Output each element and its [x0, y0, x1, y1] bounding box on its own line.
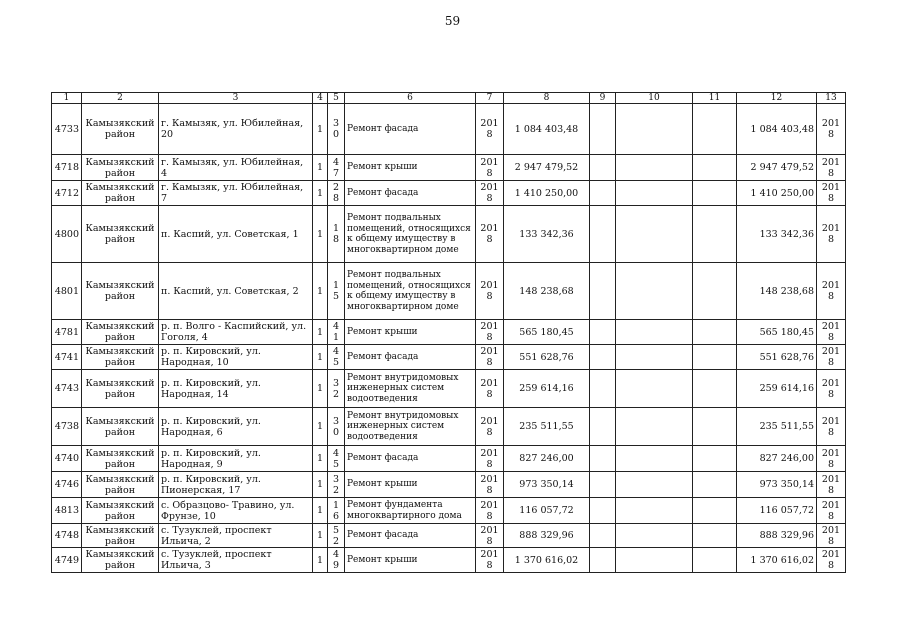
- end-year-cell: 2018: [817, 320, 846, 345]
- address-cell: р. п. Кировский, ул. Пионерская, 17: [159, 472, 313, 498]
- total-cell: 973 350,14: [737, 472, 817, 498]
- year-cell: 2018: [476, 408, 504, 446]
- district-cell: Камызякский район: [82, 472, 159, 498]
- address-cell: г. Камызяк, ул. Юбилейная, 7: [159, 181, 313, 206]
- district-cell: Камызякский район: [82, 320, 159, 345]
- col11-cell: [693, 472, 737, 498]
- column-header-13: 13: [817, 93, 846, 104]
- year-cell: 2018: [476, 472, 504, 498]
- col9-cell: [590, 472, 616, 498]
- total-cell: 827 246,00: [737, 446, 817, 472]
- work-type-cell: Ремонт фасада: [345, 446, 476, 472]
- record-id-cell: 4740: [52, 446, 82, 472]
- column-header-1: 1: [52, 93, 82, 104]
- column-header-11: 11: [693, 93, 737, 104]
- table-row: [52, 446, 846, 472]
- table-row: [52, 263, 846, 320]
- col4-cell: 1: [313, 104, 328, 155]
- table-row: [52, 345, 846, 370]
- column-header-5: 5: [328, 93, 345, 104]
- total-cell: 1 370 616,02: [737, 548, 817, 573]
- address-cell: р. п. Кировский, ул. Народная, 10: [159, 345, 313, 370]
- col10-cell: [616, 548, 693, 573]
- work-type-cell: Ремонт подвальных помещений, относящихся к общему имуществу в многоквартирном доме: [345, 206, 476, 263]
- col5-cell: 49: [328, 548, 345, 573]
- record-id-cell: 4781: [52, 320, 82, 345]
- col5-cell: 18: [328, 206, 345, 263]
- record-id-cell: 4712: [52, 181, 82, 206]
- district-cell: Камызякский район: [82, 104, 159, 155]
- column-header-7: 7: [476, 93, 504, 104]
- work-type-cell: Ремонт фасада: [345, 524, 476, 548]
- col5-cell: 45: [328, 345, 345, 370]
- district-cell: Камызякский район: [82, 446, 159, 472]
- end-year-cell: 2018: [817, 206, 846, 263]
- col4-cell: 1: [313, 446, 328, 472]
- year-cell: 2018: [476, 181, 504, 206]
- col9-cell: [590, 263, 616, 320]
- col5-cell: 45: [328, 446, 345, 472]
- end-year-cell: 2018: [817, 446, 846, 472]
- end-year-cell: 2018: [817, 524, 846, 548]
- end-year-cell: 2018: [817, 548, 846, 573]
- work-type-cell: Ремонт крыши: [345, 320, 476, 345]
- col4-cell: 1: [313, 524, 328, 548]
- table-row: [52, 408, 846, 446]
- address-cell: с. Тузуклей, проспект Ильича, 2: [159, 524, 313, 548]
- work-type-cell: Ремонт внутридомовых инженерных систем водоотведения: [345, 370, 476, 408]
- record-id-cell: 4733: [52, 104, 82, 155]
- address-cell: р. п. Кировский, ул. Народная, 14: [159, 370, 313, 408]
- total-cell: 148 238,68: [737, 263, 817, 320]
- col9-cell: [590, 408, 616, 446]
- record-id-cell: 4718: [52, 155, 82, 181]
- col4-cell: 1: [313, 370, 328, 408]
- col11-cell: [693, 181, 737, 206]
- column-header-2: 2: [82, 93, 159, 104]
- work-type-cell: Ремонт внутридомовых инженерных систем водоотведения: [345, 408, 476, 446]
- col11-cell: [693, 370, 737, 408]
- total-cell: 1 084 403,48: [737, 104, 817, 155]
- col5-cell: 47: [328, 155, 345, 181]
- col4-cell: 1: [313, 345, 328, 370]
- col9-cell: [590, 498, 616, 524]
- col4-cell: 1: [313, 181, 328, 206]
- col10-cell: [616, 498, 693, 524]
- amount-cell: 551 628,76: [504, 345, 590, 370]
- col11-cell: [693, 408, 737, 446]
- work-type-cell: Ремонт фундамента многоквартирного дома: [345, 498, 476, 524]
- year-cell: 2018: [476, 263, 504, 320]
- district-cell: Камызякский район: [82, 345, 159, 370]
- table-row: [52, 155, 846, 181]
- col9-cell: [590, 446, 616, 472]
- year-cell: 2018: [476, 524, 504, 548]
- table-row: [52, 472, 846, 498]
- column-header-10: 10: [616, 93, 693, 104]
- year-cell: 2018: [476, 320, 504, 345]
- table-row: [52, 498, 846, 524]
- col10-cell: [616, 370, 693, 408]
- total-cell: 2 947 479,52: [737, 155, 817, 181]
- year-cell: 2018: [476, 345, 504, 370]
- work-type-cell: Ремонт крыши: [345, 472, 476, 498]
- column-header-9: 9: [590, 93, 616, 104]
- end-year-cell: 2018: [817, 408, 846, 446]
- record-id-cell: 4749: [52, 548, 82, 573]
- column-header-8: 8: [504, 93, 590, 104]
- amount-cell: 259 614,16: [504, 370, 590, 408]
- end-year-cell: 2018: [817, 345, 846, 370]
- record-id-cell: 4748: [52, 524, 82, 548]
- district-cell: Камызякский район: [82, 263, 159, 320]
- col10-cell: [616, 408, 693, 446]
- repair-schedule-table: [51, 92, 846, 573]
- col5-cell: 41: [328, 320, 345, 345]
- col10-cell: [616, 524, 693, 548]
- work-type-cell: Ремонт подвальных помещений, относящихся к общему имуществу в многоквартирном доме: [345, 263, 476, 320]
- address-cell: г. Камызяк, ул. Юбилейная, 4: [159, 155, 313, 181]
- year-cell: 2018: [476, 155, 504, 181]
- col9-cell: [590, 548, 616, 573]
- amount-cell: 235 511,55: [504, 408, 590, 446]
- column-number-header-row: [52, 93, 846, 104]
- col9-cell: [590, 181, 616, 206]
- record-id-cell: 4801: [52, 263, 82, 320]
- record-id-cell: 4746: [52, 472, 82, 498]
- district-cell: Камызякский район: [82, 370, 159, 408]
- end-year-cell: 2018: [817, 263, 846, 320]
- col4-cell: 1: [313, 498, 328, 524]
- column-header-3: 3: [159, 93, 313, 104]
- col5-cell: 32: [328, 472, 345, 498]
- district-cell: Камызякский район: [82, 408, 159, 446]
- address-cell: р. п. Волго - Каспийский, ул. Гоголя, 4: [159, 320, 313, 345]
- end-year-cell: 2018: [817, 498, 846, 524]
- col5-cell: 16: [328, 498, 345, 524]
- amount-cell: 116 057,72: [504, 498, 590, 524]
- col10-cell: [616, 263, 693, 320]
- col9-cell: [590, 104, 616, 155]
- amount-cell: 1 410 250,00: [504, 181, 590, 206]
- col5-cell: 32: [328, 370, 345, 408]
- work-type-cell: Ремонт фасада: [345, 181, 476, 206]
- year-cell: 2018: [476, 498, 504, 524]
- work-type-cell: Ремонт крыши: [345, 548, 476, 573]
- total-cell: 565 180,45: [737, 320, 817, 345]
- end-year-cell: 2018: [817, 472, 846, 498]
- col10-cell: [616, 181, 693, 206]
- col11-cell: [693, 446, 737, 472]
- col11-cell: [693, 104, 737, 155]
- table-row: [52, 104, 846, 155]
- table-row: [52, 524, 846, 548]
- table-row: [52, 181, 846, 206]
- district-cell: Камызякский район: [82, 206, 159, 263]
- address-cell: п. Каспий, ул. Советская, 2: [159, 263, 313, 320]
- col10-cell: [616, 155, 693, 181]
- table-row: [52, 320, 846, 345]
- work-type-cell: Ремонт фасада: [345, 345, 476, 370]
- address-cell: с. Образцово- Травино, ул. Фрунзе, 10: [159, 498, 313, 524]
- page-number: 59: [444, 14, 461, 28]
- col5-cell: 30: [328, 408, 345, 446]
- col5-cell: 30: [328, 104, 345, 155]
- district-cell: Камызякский район: [82, 155, 159, 181]
- work-type-cell: Ремонт крыши: [345, 155, 476, 181]
- record-id-cell: 4741: [52, 345, 82, 370]
- col4-cell: 1: [313, 320, 328, 345]
- col10-cell: [616, 345, 693, 370]
- record-id-cell: 4800: [52, 206, 82, 263]
- table-row: [52, 206, 846, 263]
- col4-cell: 1: [313, 155, 328, 181]
- district-cell: Камызякский район: [82, 498, 159, 524]
- record-id-cell: 4743: [52, 370, 82, 408]
- year-cell: 2018: [476, 548, 504, 573]
- table-body: [52, 104, 846, 573]
- col11-cell: [693, 548, 737, 573]
- district-cell: Камызякский район: [82, 181, 159, 206]
- amount-cell: 133 342,36: [504, 206, 590, 263]
- address-cell: р. п. Кировский, ул. Народная, 9: [159, 446, 313, 472]
- table-row: [52, 548, 846, 573]
- total-cell: 235 511,55: [737, 408, 817, 446]
- year-cell: 2018: [476, 206, 504, 263]
- col4-cell: 1: [313, 408, 328, 446]
- amount-cell: 1 370 616,02: [504, 548, 590, 573]
- total-cell: 551 628,76: [737, 345, 817, 370]
- amount-cell: 888 329,96: [504, 524, 590, 548]
- year-cell: 2018: [476, 446, 504, 472]
- year-cell: 2018: [476, 370, 504, 408]
- total-cell: 116 057,72: [737, 498, 817, 524]
- amount-cell: 148 238,68: [504, 263, 590, 320]
- total-cell: 133 342,36: [737, 206, 817, 263]
- address-cell: п. Каспий, ул. Советская, 1: [159, 206, 313, 263]
- col10-cell: [616, 446, 693, 472]
- col11-cell: [693, 320, 737, 345]
- address-cell: г. Камызяк, ул. Юбилейная, 20: [159, 104, 313, 155]
- district-cell: Камызякский район: [82, 524, 159, 548]
- col11-cell: [693, 206, 737, 263]
- col11-cell: [693, 155, 737, 181]
- col9-cell: [590, 320, 616, 345]
- table-row: [52, 370, 846, 408]
- col10-cell: [616, 320, 693, 345]
- col9-cell: [590, 206, 616, 263]
- amount-cell: 565 180,45: [504, 320, 590, 345]
- amount-cell: 827 246,00: [504, 446, 590, 472]
- column-header-6: 6: [345, 93, 476, 104]
- district-cell: Камызякский район: [82, 548, 159, 573]
- col4-cell: 1: [313, 263, 328, 320]
- col10-cell: [616, 104, 693, 155]
- record-id-cell: 4738: [52, 408, 82, 446]
- column-header-4: 4: [313, 93, 328, 104]
- amount-cell: 1 084 403,48: [504, 104, 590, 155]
- col4-cell: 1: [313, 472, 328, 498]
- col4-cell: 1: [313, 548, 328, 573]
- total-cell: 1 410 250,00: [737, 181, 817, 206]
- address-cell: р. п. Кировский, ул. Народная, 6: [159, 408, 313, 446]
- col5-cell: 15: [328, 263, 345, 320]
- record-id-cell: 4813: [52, 498, 82, 524]
- address-cell: с. Тузуклей, проспект Ильича, 3: [159, 548, 313, 573]
- col11-cell: [693, 345, 737, 370]
- col9-cell: [590, 155, 616, 181]
- work-type-cell: Ремонт фасада: [345, 104, 476, 155]
- col11-cell: [693, 263, 737, 320]
- col10-cell: [616, 472, 693, 498]
- col5-cell: 28: [328, 181, 345, 206]
- col4-cell: 1: [313, 206, 328, 263]
- end-year-cell: 2018: [817, 181, 846, 206]
- col9-cell: [590, 370, 616, 408]
- amount-cell: 973 350,14: [504, 472, 590, 498]
- year-cell: 2018: [476, 104, 504, 155]
- col5-cell: 52: [328, 524, 345, 548]
- end-year-cell: 2018: [817, 155, 846, 181]
- col11-cell: [693, 524, 737, 548]
- total-cell: 259 614,16: [737, 370, 817, 408]
- amount-cell: 2 947 479,52: [504, 155, 590, 181]
- total-cell: 888 329,96: [737, 524, 817, 548]
- col9-cell: [590, 345, 616, 370]
- column-header-12: 12: [737, 93, 817, 104]
- col9-cell: [590, 524, 616, 548]
- col11-cell: [693, 498, 737, 524]
- end-year-cell: 2018: [817, 104, 846, 155]
- end-year-cell: 2018: [817, 370, 846, 408]
- col10-cell: [616, 206, 693, 263]
